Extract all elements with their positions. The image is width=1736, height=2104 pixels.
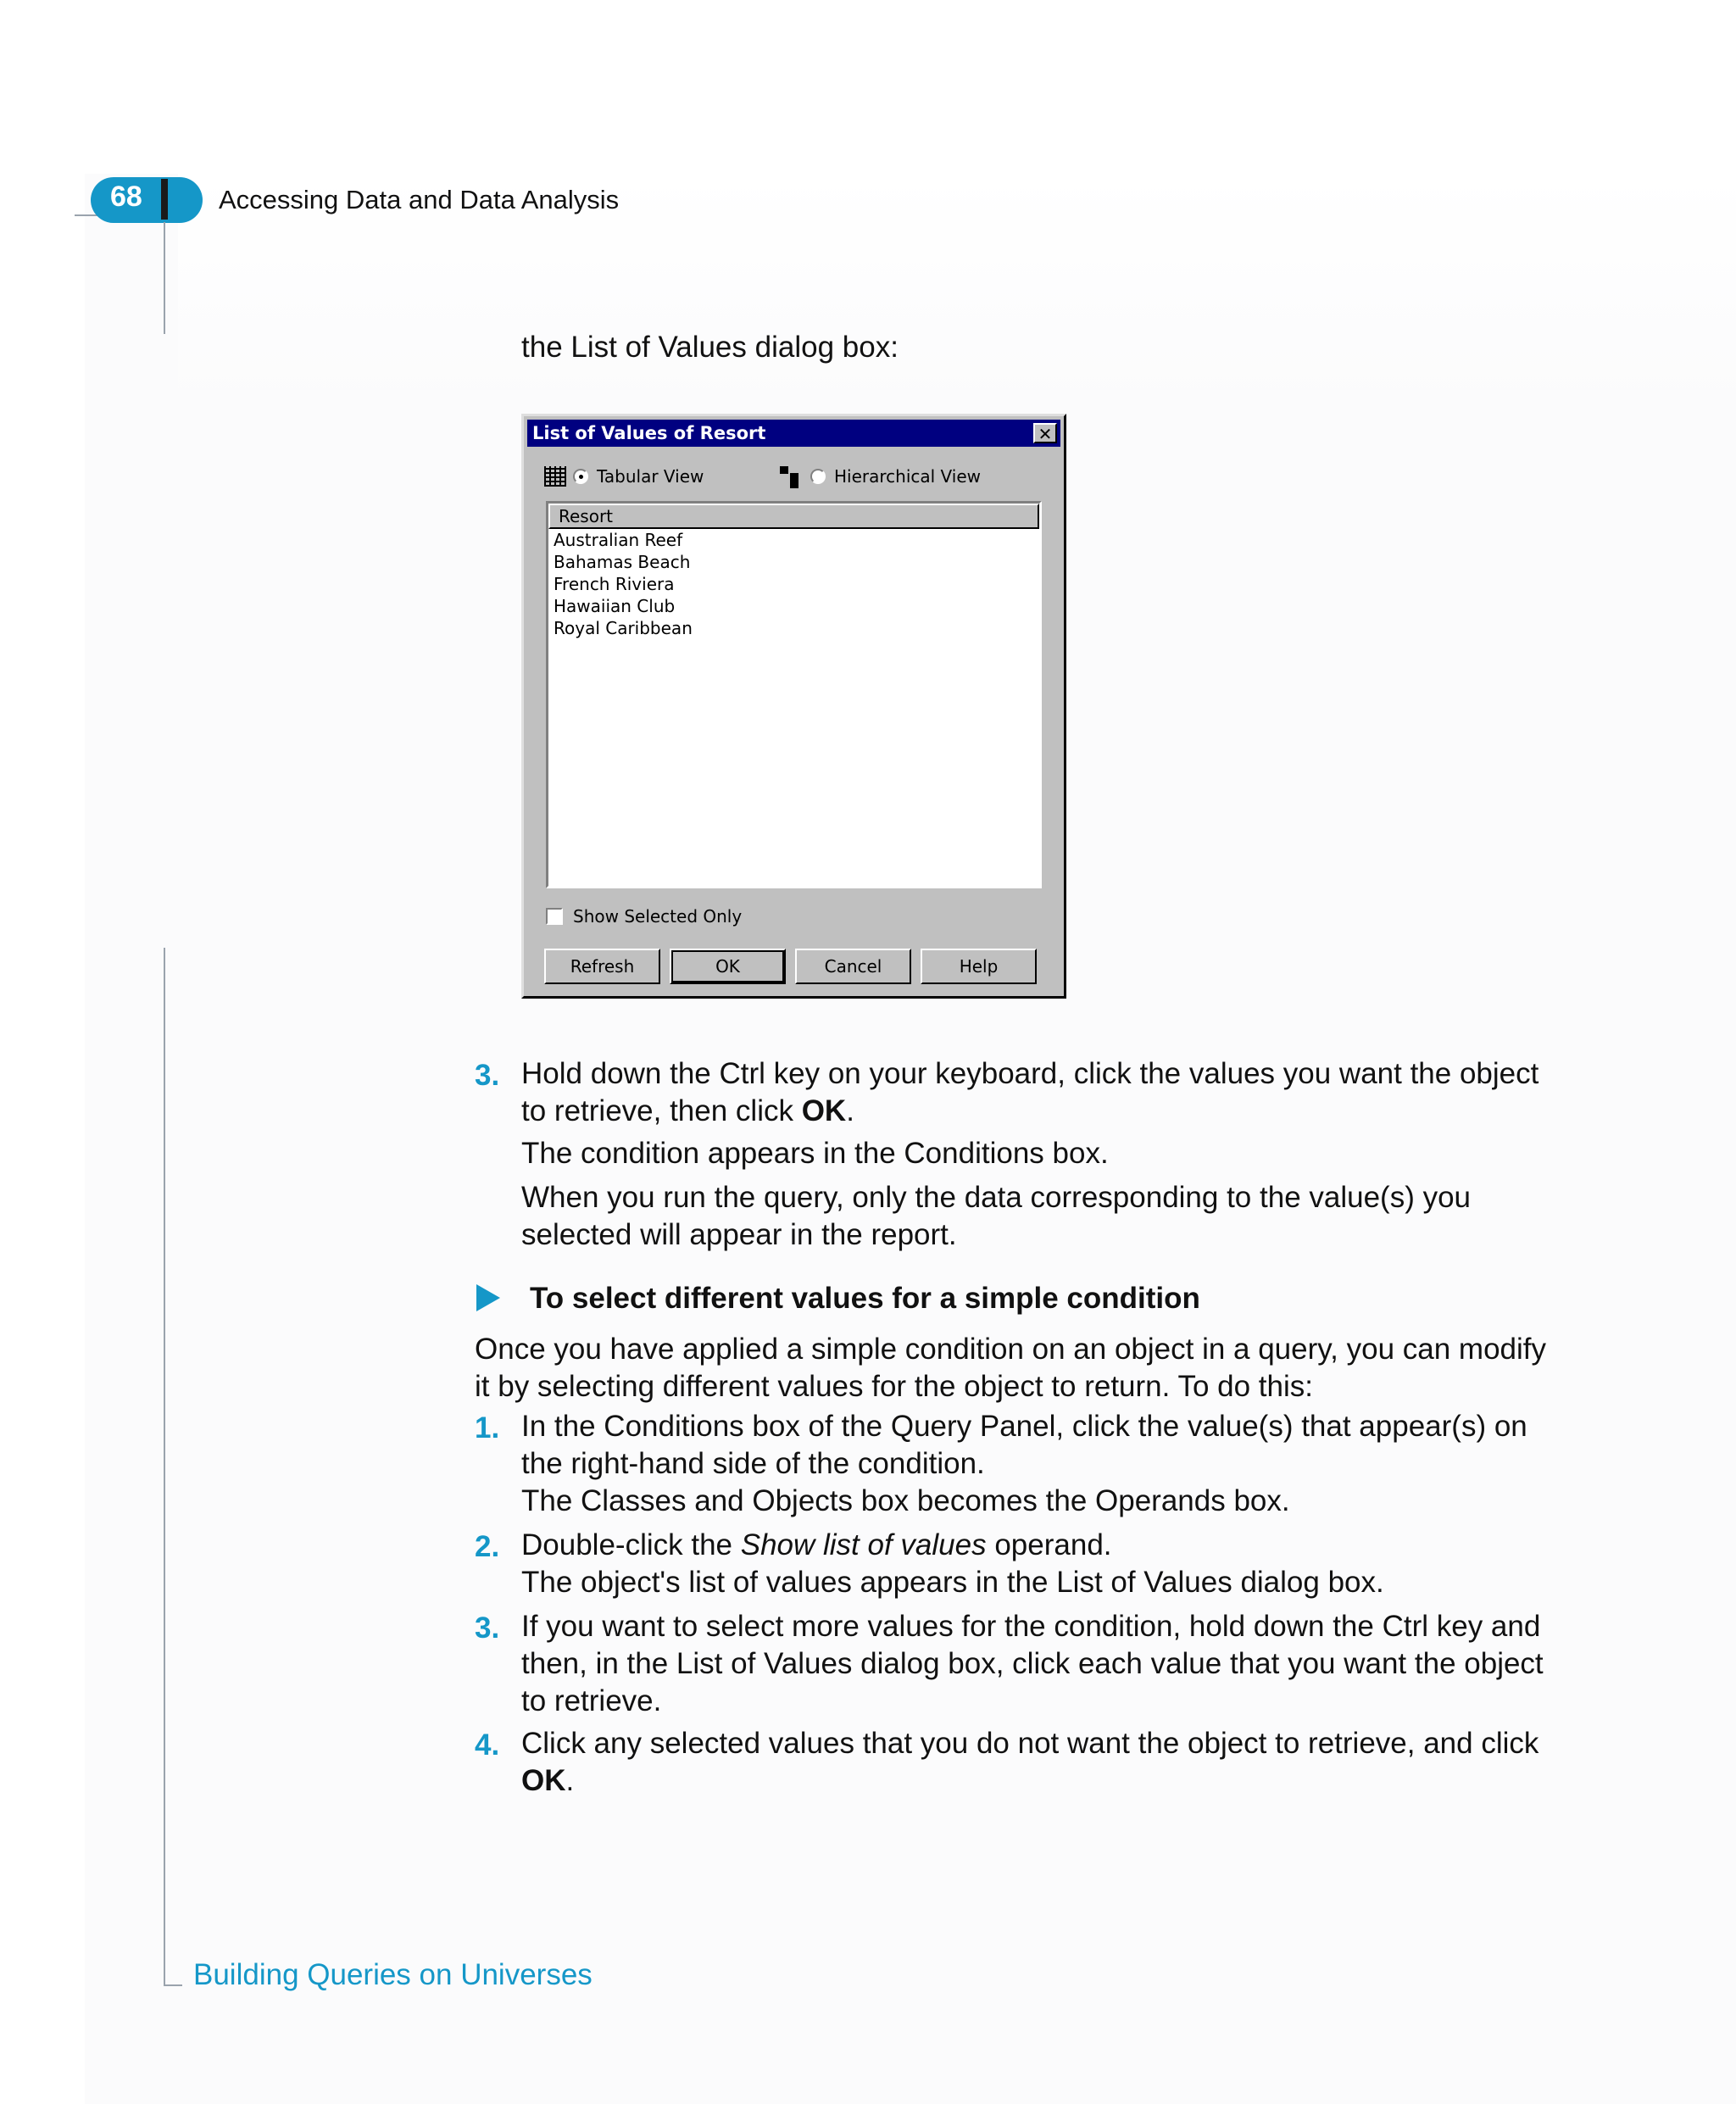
step-text-part: operand. [986, 1528, 1112, 1561]
step-text [521, 1725, 1564, 1800]
step-number: 3. [475, 1611, 500, 1645]
page-number: 68 [110, 181, 142, 213]
refresh-button[interactable]: Refresh [544, 949, 660, 984]
step-text [521, 1055, 1564, 1130]
dialog-title-bar [527, 420, 1060, 447]
values-list[interactable] [546, 501, 1042, 888]
margin-rule-bottom [164, 948, 165, 1986]
help-button[interactable]: Help [921, 949, 1037, 984]
step-note: The condition appears in the Conditions box. [521, 1137, 1109, 1170]
step-bold-ok: OK [801, 1094, 847, 1127]
tabular-view-radio[interactable] [573, 469, 588, 484]
step-text-part: . [846, 1094, 854, 1127]
step-result: The Classes and Objects box becomes the Operands box. [521, 1484, 1290, 1517]
procedure-intro: Once you have applied a simple condition on an object in a query, you can modify it by selecting different values for the object to return. To do this: [475, 1333, 1547, 1403]
step-number: 4. [475, 1728, 500, 1762]
dialog-title: List of Values of Resort [532, 423, 766, 443]
ok-button[interactable]: OK [670, 949, 786, 984]
page-number-bar [161, 179, 168, 220]
cancel-button[interactable]: Cancel [795, 949, 911, 984]
step-note: When you run the query, only the data corresponding to the value(s) you selected will appear in the report. [521, 1181, 1472, 1251]
step-text-part: Hold down the Ctrl key on your keyboard, click the values you want the object to retrieve, then click [521, 1057, 1539, 1127]
show-selected-only-option[interactable] [546, 906, 742, 927]
step-text [521, 1527, 1564, 1564]
close-icon[interactable]: ✕ [1033, 423, 1057, 443]
column-header-resort[interactable]: Resort [548, 504, 1039, 529]
tabular-view-option[interactable] [544, 464, 704, 489]
show-selected-only-checkbox[interactable] [546, 908, 563, 925]
footer-title: Building Queries on Universes [193, 1958, 593, 1991]
tabular-view-label: Tabular View [597, 466, 704, 487]
procedure-heading: To select different values for a simple condition [530, 1282, 1200, 1315]
step-text-part: Double-click the [521, 1528, 741, 1561]
intro-text: the List of Values dialog box: [521, 331, 899, 364]
step-italic-operand: Show list of values [740, 1528, 987, 1561]
list-item[interactable]: Australian Reef [554, 530, 683, 550]
step-result: The object's list of values appears in the List of Values dialog box. [521, 1566, 1384, 1599]
list-item[interactable]: Hawaiian Club [554, 596, 676, 616]
page-number-badge [91, 177, 203, 223]
step-text: If you want to select more values for the condition, hold down the Ctrl key and then, in the List of Values dialog box, click each value that you want the object to retrieve. [521, 1610, 1544, 1717]
margin-rule-top [164, 222, 165, 334]
step-number: 1. [475, 1411, 500, 1444]
show-selected-only-label: Show Selected Only [573, 906, 743, 927]
table-grid-icon [544, 466, 566, 487]
step-text: In the Conditions box of the Query Panel, click the value(s) that appear(s) on the right-hand side of the condition. [521, 1410, 1527, 1480]
step-text-part: . [565, 1764, 575, 1797]
hierarchy-tree-icon [780, 465, 805, 488]
list-item[interactable]: Royal Caribbean [554, 618, 693, 638]
hierarchical-view-radio[interactable] [810, 469, 826, 484]
chapter-title: Accessing Data and Data Analysis [219, 185, 620, 214]
procedure-arrow-icon [476, 1284, 500, 1311]
hierarchical-view-label: Hierarchical View [834, 466, 982, 487]
step-bold-ok: OK [521, 1764, 566, 1797]
list-item[interactable]: French Riviera [554, 574, 675, 594]
step-text-part: Click any selected values that you do not want the object to retrieve, and click [521, 1727, 1539, 1760]
list-item[interactable]: Bahamas Beach [554, 552, 691, 572]
step-number: 2. [475, 1530, 500, 1563]
step-number: 3. [475, 1059, 500, 1092]
hierarchical-view-option[interactable] [780, 464, 981, 489]
list-of-values-dialog [521, 414, 1066, 999]
footer-rule [164, 1984, 182, 1986]
